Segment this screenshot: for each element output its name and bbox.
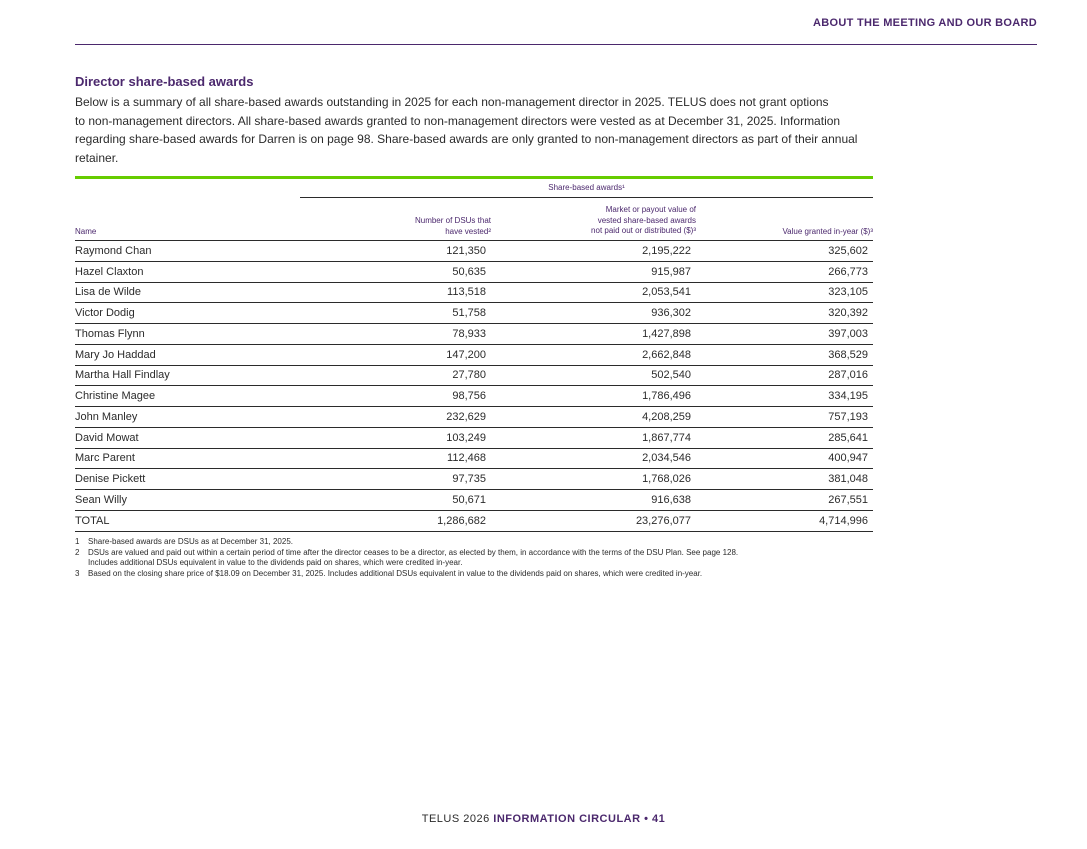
cell-market: 4,208,259	[642, 410, 691, 423]
table-row	[75, 324, 873, 345]
table-row	[75, 449, 873, 470]
table-row	[75, 283, 873, 304]
section-header: ABOUT THE MEETING AND OUR BOARD	[813, 17, 1037, 29]
column-header-market-line: not paid out or distributed ($)³	[591, 226, 696, 235]
cell-granted: 287,016	[828, 369, 868, 382]
column-header-market-line: vested share-based awards	[597, 215, 696, 225]
cell-name: Victor Dodig	[75, 307, 135, 320]
cell-market: 915,987	[651, 265, 691, 278]
cell-name: Marc Parent	[75, 452, 135, 465]
cell-total-vested: 1,286,682	[437, 514, 486, 527]
cell-granted: 325,602	[828, 244, 868, 257]
intro-line: Below is a summary of all share-based awards outstanding in 2025 for each non-management director in 2025. TELUS does not grant options	[75, 95, 829, 109]
cell-vested: 50,635	[452, 265, 486, 278]
cell-market: 2,662,848	[642, 348, 691, 361]
cell-name: Christine Magee	[75, 390, 156, 403]
intro-line: retainer.	[75, 150, 119, 165]
cell-vested: 103,249	[446, 431, 486, 444]
cell-vested: 98,756	[452, 390, 486, 403]
footnote	[75, 537, 875, 548]
footnote-line: Share-based awards are DSUs as at December 31, 2025.	[88, 537, 293, 546]
cell-granted: 266,773	[828, 265, 868, 278]
cell-name: Denise Pickett	[75, 473, 146, 486]
table-row	[75, 490, 873, 511]
table-row	[75, 407, 873, 428]
awards-table-body	[75, 241, 873, 532]
cell-vested: 113,518	[447, 286, 486, 299]
footnotes	[75, 537, 875, 579]
cell-total-granted: 4,714,996	[819, 514, 868, 527]
cell-granted: 397,003	[828, 327, 868, 340]
cell-name: John Manley	[75, 410, 138, 423]
footnote-number: 3	[75, 568, 80, 578]
footnote-line: Based on the closing share price of $18.09 on December 31, 2025. Includes additional DSUs equivalent in value to the dividends paid on shares, which were credited in-year.	[88, 568, 703, 578]
footnote-text	[88, 569, 702, 580]
footnote-line: DSUs are valued and paid out within a certain period of time after the director ceases to be a director, as elected by them, in accordance with the terms of the DSU Plan. See page 128.	[88, 547, 739, 557]
intro-paragraph	[75, 93, 875, 167]
cell-vested: 27,780	[452, 369, 486, 382]
cell-name: Martha Hall Findlay	[75, 369, 170, 382]
cell-granted: 323,105	[828, 286, 868, 299]
footer-brand: TELUS 2026	[421, 813, 490, 825]
footer-separator: •	[644, 813, 649, 825]
cell-name: Thomas Flynn	[75, 327, 145, 340]
cell-market: 936,302	[651, 307, 691, 320]
cell-market: 2,195,222	[642, 244, 691, 257]
table-row	[75, 262, 873, 283]
table-row-total	[75, 511, 873, 532]
cell-vested: 50,671	[452, 493, 486, 506]
cell-market: 1,786,496	[642, 390, 691, 403]
table-row	[75, 428, 873, 449]
table-top-rule	[75, 176, 873, 179]
footer-document-title: INFORMATION CIRCULAR	[493, 813, 641, 825]
table-row	[75, 386, 873, 407]
cell-name: Mary Jo Haddad	[75, 348, 156, 361]
intro-line: to non-management directors. All share-based awards granted to non-management directors were vested as at December 31, 2025. Information	[75, 113, 841, 128]
column-header-vested	[300, 216, 491, 237]
cell-market: 1,768,026	[642, 473, 691, 486]
cell-vested: 51,758	[452, 307, 486, 320]
cell-total-label: TOTAL	[75, 514, 110, 527]
column-header-granted-label: Value granted in-year ($)³	[782, 227, 873, 236]
cell-vested: 232,629	[446, 410, 486, 423]
column-header-name	[75, 227, 96, 238]
footnote	[75, 548, 875, 569]
group-header-share-based-awards: Share-based awards¹	[548, 183, 625, 192]
page-number: 41	[652, 813, 666, 825]
footnote-line: Includes additional DSUs equivalent in value to the dividends paid on shares, which were credited in-year.	[88, 558, 463, 567]
cell-market: 2,034,546	[642, 452, 691, 465]
cell-market: 2,053,541	[642, 286, 691, 299]
cell-granted: 320,392	[828, 307, 868, 320]
cell-vested: 121,350	[446, 244, 486, 257]
footnote-text	[88, 537, 293, 548]
cell-name: Hazel Claxton	[75, 265, 144, 278]
table-row	[75, 366, 873, 387]
footnote-text	[88, 548, 738, 569]
cell-total-market: 23,276,077	[635, 514, 691, 527]
cell-market: 1,427,898	[642, 327, 691, 340]
footnote	[75, 569, 875, 580]
footnote-number: 1	[75, 537, 80, 546]
cell-vested: 78,933	[452, 327, 486, 340]
table-row	[75, 345, 873, 366]
cell-name: Raymond Chan	[75, 244, 152, 257]
cell-granted: 285,641	[828, 431, 868, 444]
cell-name: David Mowat	[75, 431, 139, 444]
table-row	[75, 241, 873, 262]
column-header-market-line: Market or payout value of	[605, 205, 696, 214]
cell-granted: 381,048	[828, 473, 868, 486]
column-header-vested-line: Number of DSUs that	[414, 216, 491, 225]
table-row	[75, 469, 873, 490]
cell-granted: 757,193	[828, 410, 868, 423]
column-header-name-label: Name	[75, 227, 97, 236]
intro-line: regarding share-based awards for Darren is on page 98. Share-based awards are only granted to non-management directors as part of their annual	[75, 132, 858, 146]
table-row	[75, 303, 873, 324]
cell-vested: 147,200	[446, 348, 486, 361]
cell-granted: 267,551	[828, 493, 868, 506]
section-title: Director share-based awards	[75, 74, 254, 89]
cell-vested: 97,735	[452, 473, 486, 486]
group-header-rule	[300, 197, 873, 198]
cell-name: Lisa de Wilde	[75, 286, 142, 299]
cell-vested: 112,468	[447, 452, 486, 465]
footnote-number: 2	[75, 547, 80, 557]
cell-granted: 368,529	[828, 348, 868, 361]
page-footer	[0, 813, 1087, 825]
cell-market: 1,867,774	[642, 431, 691, 444]
cell-granted: 334,195	[828, 390, 868, 403]
cell-granted: 400,947	[828, 452, 868, 465]
cell-market: 502,540	[651, 369, 691, 382]
column-header-market	[491, 205, 696, 237]
header-divider	[75, 44, 1037, 45]
cell-name: Sean Willy	[75, 493, 127, 506]
column-header-granted	[696, 227, 873, 238]
column-header-vested-line: have vested²	[445, 226, 491, 236]
cell-market: 916,638	[651, 493, 691, 506]
